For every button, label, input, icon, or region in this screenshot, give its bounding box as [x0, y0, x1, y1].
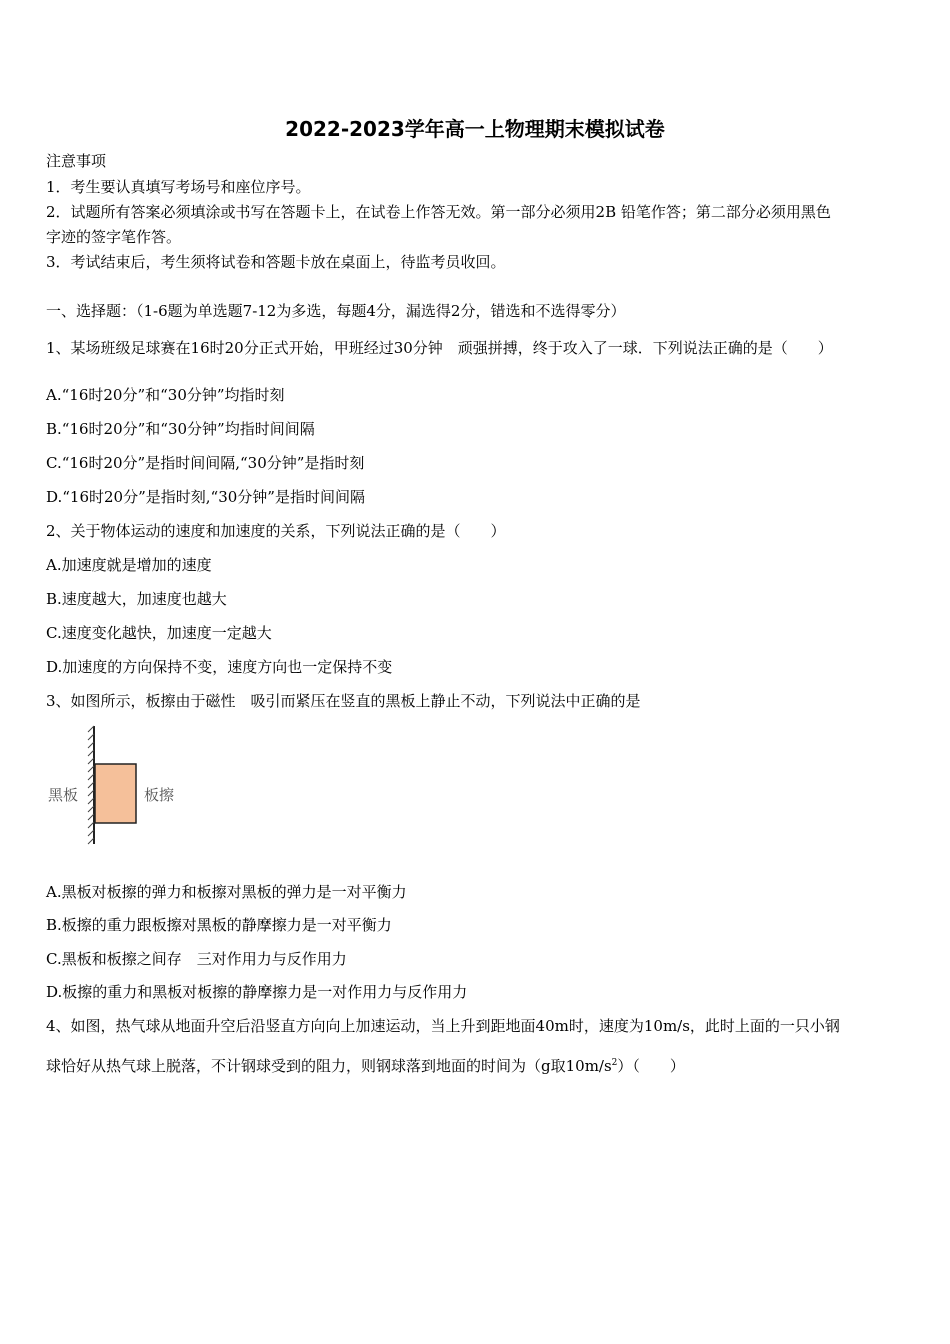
q3-option-b: B.板擦的重力跟板擦对黑板的静摩擦力是一对平衡力	[46, 916, 392, 934]
q2-option-c: C.速度变化越快，加速度一定越大	[46, 624, 272, 642]
q1-stem: 1、某场班级足球赛在16时20分正式开始，甲班经过30分钟 顽强拼搏，终于攻入了一球．下列说法正确的是（ ）	[46, 339, 833, 357]
eraser-label: 板擦	[144, 786, 175, 804]
q3-option-a: A.黑板对板擦的弹力和板擦对黑板的弹力是一对平衡力	[46, 883, 407, 901]
q4-stem-text: 球恰好从热气球上脱落，不计钢球受到的阻力，则钢球落到地面的时间为（g取10m/s	[46, 1057, 612, 1075]
q1-option-d: D.“16时20分”是指时刻,“30分钟”是指时间间隔	[46, 488, 365, 506]
q4-superscript: 2	[611, 1058, 618, 1068]
q3-option-c: C.黑板和板擦之间存 三对作用力与反作用力	[46, 950, 347, 968]
q4-stem-line2	[46, 1054, 685, 1075]
q2-stem: 2、关于物体运动的速度和加速度的关系，下列说法正确的是（ ）	[46, 522, 506, 540]
notice-heading: 注意事项	[46, 152, 107, 170]
notice-item-2: 2．试题所有答案必须填涂或书写在答题卡上，在试卷上作答无效。第一部分必须用2B 铅笔作答；第二部分必须用黑色	[46, 203, 831, 221]
notice-item-2-cont: 字迹的签字笔作答。	[46, 228, 182, 246]
q2-option-b: B.速度越大，加速度也越大	[46, 590, 227, 608]
q2-option-d: D.加速度的方向保持不变，速度方向也一定保持不变	[46, 658, 393, 676]
q4-stem-line1: 4、如图，热气球从地面升空后沿竖直方向向上加速运动，当上升到距地面40m时，速度为10m/s，此时上面的一只小钢	[46, 1017, 840, 1035]
q2-option-a: A.加速度就是增加的速度	[46, 556, 212, 574]
blackboard-eraser-figure	[46, 724, 196, 849]
q1-option-b: B.“16时20分”和“30分钟”均指时间间隔	[46, 420, 315, 438]
notice-item-1: 1．考生要认真填写考场号和座位序号。	[46, 178, 311, 196]
section-heading: 一、选择题：（1-6题为单选题7-12为多选，每题4分，漏选得2分，错选和不选得零分）	[46, 302, 626, 320]
exam-title: 2022-2023学年高一上物理期末模拟试卷	[285, 117, 665, 141]
notice-item-3: 3．考试结束后，考生须将试卷和答题卡放在桌面上，待监考员收回。	[46, 253, 506, 271]
q3-stem: 3、如图所示，板擦由于磁性 吸引而紧压在竖直的黑板上静止不动，下列说法中正确的是	[46, 692, 641, 710]
q1-option-c: C.“16时20分”是指时间间隔,“30分钟”是指时刻	[46, 454, 365, 472]
blackboard-label: 黑板	[48, 786, 79, 804]
q4-stem-tail: ）（ ）	[617, 1057, 685, 1075]
q1-option-a: A.“16时20分”和“30分钟”均指时刻	[46, 386, 285, 404]
q3-option-d: D.板擦的重力和黑板对板擦的静摩擦力是一对作用力与反作用力	[46, 983, 468, 1001]
eraser-block	[95, 764, 136, 823]
